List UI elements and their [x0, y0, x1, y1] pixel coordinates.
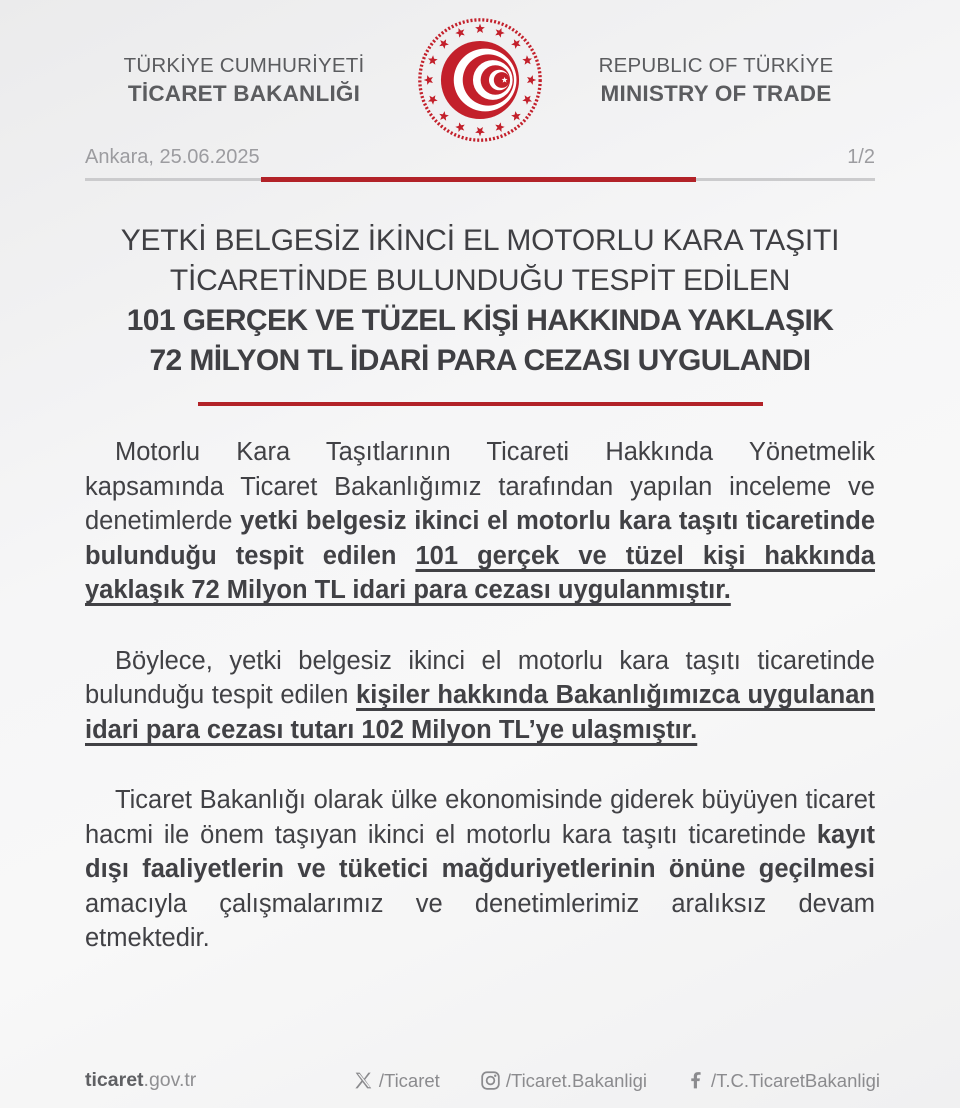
headline-line-1: YETKİ BELGESİZ İKİNCİ EL MOTORLU KARA TAŞITI — [120, 224, 840, 257]
social-links — [353, 1070, 880, 1092]
website-rest-part: .gov.tr — [143, 1069, 197, 1091]
social-x-link[interactable] — [353, 1070, 440, 1092]
header-rule-red-segment — [261, 177, 696, 182]
facebook-icon — [687, 1070, 706, 1091]
headline-line-4: 72 MİLYON TL İDARİ PARA CEZASI UYGULANDI — [149, 344, 811, 377]
body-copy — [85, 435, 875, 956]
paragraph-3-normal-1: Ticaret Bakanlığı olarak ülke ekonomisinde giderek büyüyen ticaret hacmi ile önem taşıyan ikinci el motorlu kara taşıtı ticaretinde — [85, 786, 875, 849]
ministry-of-trade-emblem-icon — [416, 16, 544, 144]
paragraph-2-bold-underline: kişiler hakkında Bakanlığımızca uygulanan idari para cezası tutarı 102 Milyon TL’ye ulaşmıştır. — [85, 681, 875, 744]
website-bold-part: ticaret — [85, 1069, 144, 1091]
paragraph-1 — [85, 435, 875, 608]
social-x-label: /Ticaret — [378, 1069, 440, 1091]
paragraph-3-normal-2: amacıyla çalışmalarımız ve denetimlerimiz aralıksız devam etmektedir. — [85, 889, 875, 952]
x-icon — [353, 1070, 374, 1091]
meta-row — [85, 146, 875, 169]
org-name-turkish — [98, 54, 390, 107]
paragraph-1-normal: Motorlu Kara Taşıtlarının Ticareti Hakkında Yönetmelik kapsamında Ticaret Bakanlığımız tarafından yapılan inceleme ve denetimlerde — [85, 438, 875, 535]
headline-line-3: 101 GERÇEK VE TÜZEL KİŞİ HAKKINDA YAKLAŞIK — [126, 304, 834, 337]
social-facebook-link[interactable] — [687, 1070, 880, 1092]
website-link[interactable] — [85, 1069, 196, 1092]
footer — [85, 1069, 880, 1092]
paragraph-2 — [85, 644, 875, 748]
headline-line-2: TİCARETİNDE BULUNDUĞU TESPİT EDİLEN — [169, 264, 791, 297]
social-instagram-label: /Ticaret.Bakanligi — [505, 1069, 648, 1091]
social-facebook-label: /T.C.TicaretBakanligi — [711, 1069, 880, 1091]
org-english-line1: REPUBLIC OF TÜRKİYE — [598, 53, 834, 77]
instagram-icon — [480, 1070, 501, 1091]
headline-divider — [198, 402, 763, 406]
paragraph-2-normal: Böylece, yetki belgesiz ikinci el motorlu kara taşıtı ticaretinde bulunduğu tespit edilen — [85, 646, 875, 709]
page-number: 1/2 — [847, 146, 875, 168]
headline — [85, 221, 875, 381]
org-english-line2: MINISTRY OF TRADE — [600, 80, 832, 106]
header-rule — [85, 178, 875, 181]
paragraph-1-bold: yetki belgesiz ikinci el motorlu kara taşıtı ticaretinde bulunduğu tespit edilen — [85, 507, 876, 570]
social-instagram-link[interactable] — [480, 1070, 647, 1092]
date-location: Ankara, 25.06.2025 — [85, 146, 260, 168]
header — [85, 0, 875, 144]
org-turkish-line1: TÜRKİYE CUMHURİYETİ — [123, 53, 365, 77]
paragraph-1-bold-underline: 101 gerçek ve tüzel kişi hakkında yaklaşık 72 Milyon TL idari para cezası uygulanmıştır. — [85, 541, 875, 604]
paragraph-3-bold: kayıt dışı faaliyetlerin ve tüketici mağduriyetlerinin önüne geçilmesi — [85, 820, 875, 883]
paragraph-3 — [85, 783, 875, 956]
org-name-english — [570, 54, 862, 107]
org-turkish-line2: TİCARET BAKANLIĞI — [127, 80, 361, 106]
